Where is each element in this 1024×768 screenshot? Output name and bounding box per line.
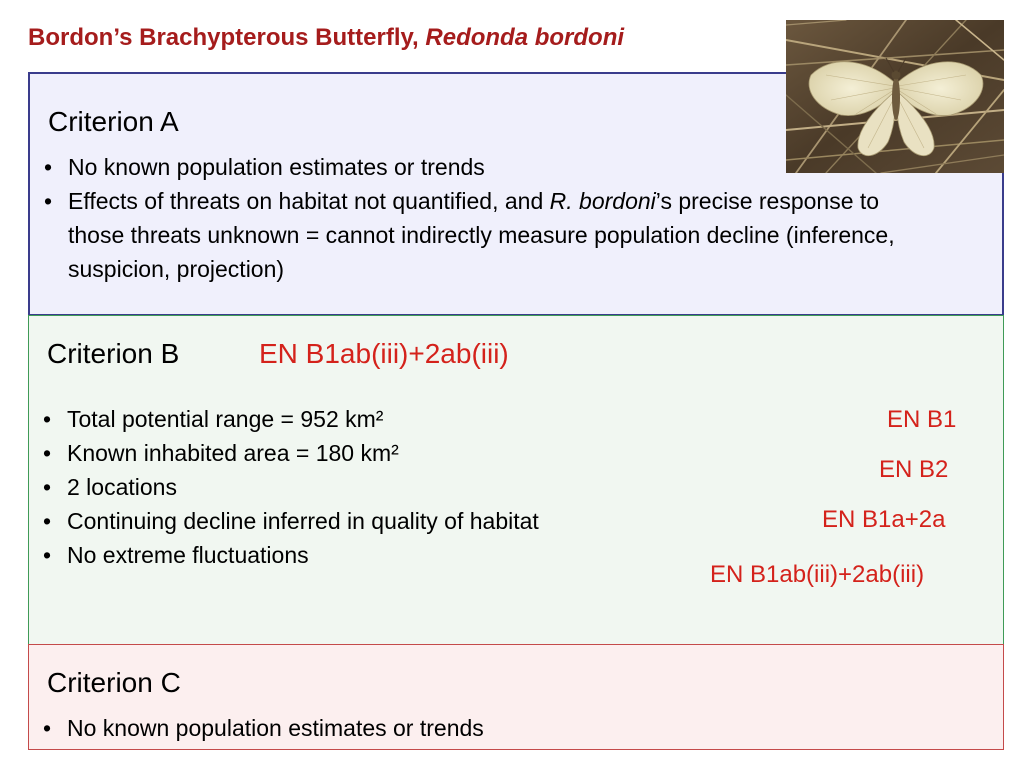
- bullet-text: 2 locations: [67, 474, 177, 500]
- bullet-dot: •: [43, 542, 52, 568]
- bullet-text: No known population estimates or trends: [67, 715, 484, 741]
- criterion-b-classification: EN B1ab(iii)+2ab(iii): [259, 338, 509, 369]
- criterion-b-box: [28, 315, 1004, 645]
- criterion-c-box: [28, 644, 1004, 750]
- list-item: [44, 184, 924, 286]
- bullet-dot: •: [43, 406, 52, 432]
- slide-title: [28, 24, 624, 52]
- bullet-text-start: Effects of threats on habitat not quantified, and: [68, 188, 550, 214]
- list-item: [43, 436, 683, 470]
- title-common-name: Bordon’s Brachypterous Butterfly,: [28, 24, 426, 51]
- bullet-dot: •: [43, 474, 52, 500]
- criterion-c-heading: Criterion C: [47, 667, 181, 698]
- bullet-dot: •: [43, 715, 52, 741]
- bullet-text: No known population estimates or trends: [68, 154, 485, 180]
- bullet-text: Total potential range = 952 km²: [67, 406, 384, 432]
- criterion-b-heading: Criterion B: [47, 338, 180, 369]
- classification-label-en-b1ab-2ab: EN B1ab(iii)+2ab(iii): [710, 561, 925, 588]
- butterfly-illustration: [786, 20, 1004, 173]
- list-item: [43, 470, 683, 504]
- bullet-text: Known inhabited area = 180 km²: [67, 440, 399, 466]
- classification-label-en-b1a-2a: EN B1a+2a: [822, 506, 946, 533]
- bullet-dot: •: [44, 188, 53, 214]
- bullet-dot: •: [43, 440, 52, 466]
- criterion-c-bullet-list: [43, 711, 923, 745]
- list-item: [43, 711, 923, 745]
- species-abbreviation: R. bordoni: [549, 188, 656, 214]
- bullet-dot: •: [44, 154, 53, 180]
- bullet-text-end: ’s precise response to those threats unknown = cannot indirectly measure population decline (inference, suspicion, projection): [68, 188, 895, 282]
- bullet-text: No extreme fluctuations: [67, 542, 309, 568]
- classification-label-en-b2: EN B2: [879, 456, 949, 483]
- list-item: [43, 538, 683, 572]
- bullet-text: Continuing decline inferred in quality of habitat: [67, 508, 539, 534]
- criterion-b-bullet-list: [43, 402, 683, 572]
- list-item: [43, 504, 683, 538]
- title-species-name: Redonda bordoni: [425, 24, 625, 51]
- list-item: [43, 402, 683, 436]
- butterfly-photo: [786, 20, 1004, 173]
- criterion-a-heading: Criterion A: [48, 106, 179, 137]
- classification-label-en-b1: EN B1: [887, 406, 957, 433]
- bullet-dot: •: [43, 508, 52, 534]
